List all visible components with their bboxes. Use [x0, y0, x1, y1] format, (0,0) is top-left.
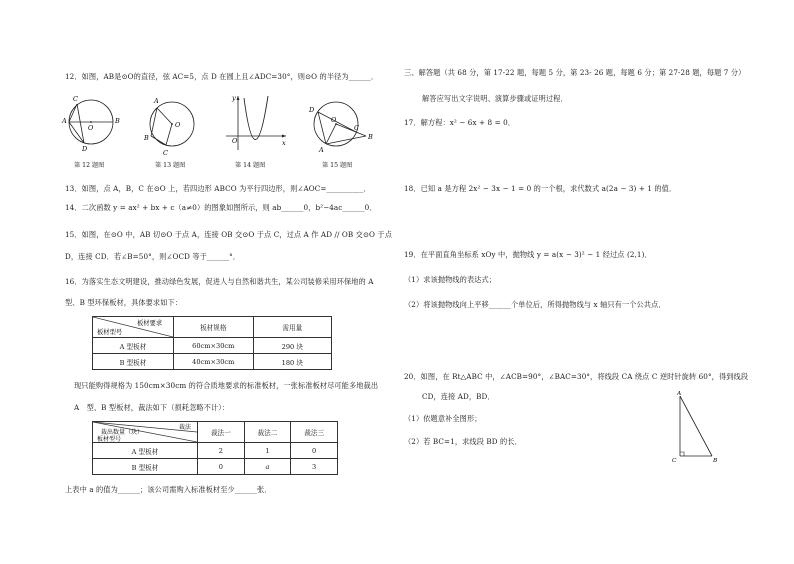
table1-corner-top: 板材要求 [137, 320, 163, 327]
question-16-line4: A 型、B 型板材，裁法如下（损耗忽略不计）： [74, 403, 230, 412]
label-B: B [144, 134, 149, 142]
question-12: 12．如图，AB是⊙O的直径，弦 AC=5，点 D 在圆上且∠ADC=30°，则⊙O 的半径为______． [65, 72, 379, 81]
question-20-line2: CD，连接 AD，BD． [422, 392, 495, 401]
table2-row1-v1: 2 [198, 443, 245, 459]
table2-corner-mid: 裁出数量（块） [101, 429, 144, 436]
table1-corner-cell [93, 317, 174, 338]
label-y: y [232, 94, 236, 102]
question-13: 13．如图，点 A，B，C 在⊙O 上，若四边形 ABCO 为平行四边形，则∠AOC=__________． [65, 184, 371, 193]
label-O: O [232, 137, 238, 145]
table1-row2-type: B 型板材 [93, 354, 174, 370]
caption-fig12: 第 12 题图 [74, 162, 105, 169]
label-C: C [672, 458, 677, 464]
label-B: B [115, 117, 120, 125]
cutting-methods-table [92, 421, 338, 475]
label-O: O [331, 116, 337, 124]
table1-corner-bottom: 板材型号 [97, 329, 123, 336]
question-20-part1: （1）依题意补全图形； [404, 414, 482, 423]
figure-12 [58, 92, 128, 152]
question-16-line5: 上表中 a 的值为______；该公司需购入标准板材至少______张． [65, 485, 272, 494]
label-O: O [175, 121, 181, 129]
table2-row2-v1: 0 [198, 459, 245, 475]
table2-header-method1: 裁法一 [198, 422, 245, 443]
table1-header-qty: 需用量 [253, 317, 331, 338]
label-x: x [282, 139, 286, 147]
label-A: A [677, 391, 682, 397]
table2-row2-v3: 3 [291, 459, 338, 475]
table2-header-method2: 裁法二 [244, 422, 291, 443]
question-19-part2: （2）将该抛物线向上平移______个单位后，所得抛物线与 x 轴只有一个公共点． [404, 300, 666, 309]
label-B: B [368, 133, 373, 141]
section-heading: 三、解答题（共 68 分，第 17-22 题，每题 5 分，第 23- 26 题，每题 6 分；第 27-28 题，每题 7 分） [404, 68, 746, 77]
section-note: 解答应写出文字说明、演算步骤或证明过程． [422, 94, 568, 103]
caption-fig13: 第 13 题图 [155, 162, 186, 169]
figure-13 [142, 92, 212, 158]
question-18: 18．已知 a 是方程 2x² − 3x − 1 = 0 的一个根，求代数式 a(2a − 3) + 1 的值． [404, 184, 677, 193]
table1-row2-qty: 180 块 [253, 354, 331, 370]
table1-header-spec: 板材规格 [174, 317, 254, 338]
label-A: A [319, 146, 324, 154]
question-17: 17．解方程：x² − 6x + 8 = 0． [404, 118, 516, 127]
table2-corner-cell [93, 422, 198, 443]
figure-15 [306, 92, 378, 154]
question-19-part1: （1）求该抛物线的表达式； [404, 275, 497, 284]
question-14: 14．二次函数 y = ax² + bx + c（a≠0）的图象如图所示，则 ab______0，b²−4ac______0． [65, 203, 377, 212]
table2-corner-top: 裁法 [179, 424, 192, 431]
label-C: C [354, 124, 359, 132]
question-19: 19．在平面直角坐标系 xOy 中，抛物线 y = a(x − 3)² − 1 经过点 (2,1)． [404, 250, 652, 259]
table2-row1-v2: 1 [244, 443, 291, 459]
table1-row2-spec: 40cm×30cm [174, 354, 254, 370]
table1-row1-qty: 290 块 [253, 338, 331, 354]
figure-14 [222, 92, 290, 152]
table2-row1-type: A 型板材 [93, 443, 198, 459]
question-15-line2: D，连接 CD．若∠B=50°，则∠OCD 等于______°． [65, 252, 241, 261]
question-16-line2: 型、B 型环保板材，具体要求如下： [65, 298, 183, 307]
table2-row2-v2: a [244, 459, 291, 475]
question-16-line1: 16．为落实生态文明建设，推动绿色发展，促进人与自然和谐共生，某公司装修采用环保地的 A [65, 277, 374, 286]
table2-row1-v3: 0 [291, 443, 338, 459]
table2-row2-type: B 型板材 [93, 459, 198, 475]
label-C: C [73, 95, 78, 103]
label-D: D [82, 145, 88, 152]
label-A: A [154, 97, 159, 105]
table2-header-method3: 裁法三 [291, 422, 338, 443]
table1-row1-spec: 60cm×30cm [174, 338, 254, 354]
caption-fig15: 第 15 题图 [322, 162, 353, 169]
table1-row1-type: A 型板材 [93, 338, 174, 354]
label-D: D [309, 106, 315, 114]
figure-20-triangle [670, 390, 720, 464]
label-O: O [88, 124, 94, 132]
label-A: A [62, 117, 67, 125]
question-20-part2: （2）若 BC=1，求线段 BD 的长． [404, 437, 522, 446]
caption-fig14: 第 14 题图 [235, 162, 266, 169]
label-B: B [713, 458, 718, 464]
board-requirements-table [92, 316, 332, 370]
table2-corner-low: 板材型号 [97, 436, 122, 442]
question-16-line3: 现只能购得规格为 150cm×30cm 的符合质地要求的标准板材，一张标准板材尽可能多地裁出 [74, 381, 379, 390]
question-15-line1: 15．如图，在⊙O 中，AB 切⊙O 于点 A，连接 OB 交⊙O 于点 C，过点 A 作 AD // OB 交⊙O 于点 [65, 230, 392, 239]
label-C: C [163, 149, 168, 157]
question-20-line1: 20．如图，在 Rt△ABC 中，∠ACB=90°，∠BAC=30°，将线段 CA 绕点 C 逆时针旋转 60°，得到线段 [404, 372, 749, 381]
